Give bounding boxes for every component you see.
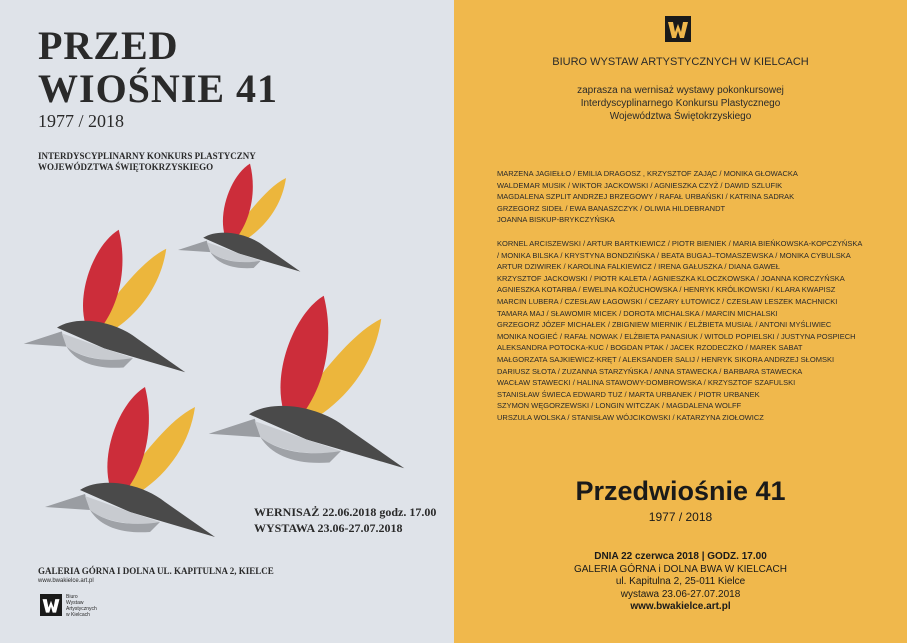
invitation-line: Województwa Świętokrzyskiego [609, 111, 752, 122]
artist-line: ARTUR DZIWIREK / KAROLINA FALKIEWICZ / IRENA GAŁUSZKA / DIANA GAWEŁ [497, 262, 780, 272]
website-right: www.bwakielce.art.pl [630, 601, 731, 612]
artist-line: AGNIESZKA KOTARBA / EWELINA KOŻUCHOWSKA / HENRYK KRÓLIKOWSKI / KLARA KWAPISZ [497, 285, 836, 295]
artist-line: WACŁAW STAWECKI / HALINA STAWOWY-DOMBROWSKA / KRZYSZTOF SZAFULSKI [497, 378, 796, 388]
gallery-line: GALERIA GÓRNA i DOLNA BWA W KIELCACH [573, 563, 788, 575]
bird-4 [45, 387, 215, 537]
artist-line: GRZEGORZ SIDEŁ / EWA BANASZCZYK / OLIWIA HILDEBRANDT [497, 203, 726, 213]
bwa-logo-icon [665, 16, 691, 42]
bwa-logo-icon [40, 594, 62, 616]
artist-line: MARCIN LUBERA / CZESŁAW ŁAGOWSKI / CEZARY ŁUTOWICZ / CZESŁAW LESZEK MACHNICKI [497, 296, 838, 306]
subhead-line-2: WOJEWÓDZTWA ŚWIĘTOKRZYSKIEGO [38, 162, 214, 172]
event-info [454, 551, 907, 614]
artist-line: WALDEMAR MUSIK / WIKTOR JACKOWSKI / AGNIESZKA CZYŻ / DAWID SZLUFIK [497, 180, 783, 190]
invitation-text [454, 84, 907, 123]
logo-caption-line: w Kielcach [66, 612, 90, 618]
artist-list-1 [497, 168, 897, 226]
bird-1 [178, 164, 300, 272]
artist-line: MONIKA NOGIEĆ / RAFAŁ NOWAK / ELŻBIETA PANASIUK / WITOLD POPIELSKI / JUSTYNA POSPIECH [497, 331, 856, 341]
date-line: DNIA 22 czerwca 2018 | GODZ. 17.00 [594, 551, 767, 562]
opening-date: WERNISAŻ 22.06.2018 godz. 17.00 [254, 505, 437, 519]
bird-3 [209, 296, 405, 469]
title-line-2: WIOŚNIE 41 [38, 66, 279, 111]
logo-caption [66, 594, 97, 618]
exhibition-dates: WYSTAWA 23.06-27.07.2018 [254, 521, 403, 535]
artist-line: GRZEGORZ JÓZEF MICHAŁEK / ZBIGNIEW MIERNIK / ELŻBIETA MUSIAŁ / ANTONI MYŚLIWIEC [497, 320, 832, 330]
logo-caption-line: Artystycznych [66, 606, 97, 612]
artist-line: JOANNA BISKUP-BRYKCZYŃSKA [497, 215, 615, 225]
artist-line: MAGDALENA SZPLIT ANDRZEJ BRZEGOWY / RAFAŁ URBAŃSKI / KATRINA SADRAK [497, 192, 795, 202]
artist-line: URSZULA WOLSKA / STANISŁAW WÓJCIKOWSKI / KATARZYNA ZIOŁOWICZ [497, 412, 764, 422]
organizer-name: BIURO WYSTAW ARTYSTYCZNYCH W KIELCACH [552, 56, 809, 68]
artist-line: MAŁGORZATA SAJKIEWICZ-KRĘT / ALEKSANDER SALIJ / HENRYK SIKORA ANDRZEJ SŁOMSKI [497, 354, 835, 364]
artist-line: KRZYSZTOF JACKOWSKI / PIOTR KALETA / AGNIESZKA KLOCZKOWSKA / JOANNA KORCZYŃSKA [497, 273, 845, 283]
artist-line: / MONIKA BILSKA / KRYSTYNA BONDZIŃSKA / BEATA BUGAJ–TOMASZEWSKA / MONIKA CYBULSKA [497, 250, 851, 260]
exhibition-title: Przedwiośnie 41 [575, 476, 786, 506]
invitation-line: Interdyscyplinarnego Konkursu Plastycznego [580, 98, 781, 109]
logo-caption-line: Biuro [66, 594, 78, 600]
artist-line: STANISŁAW ŚWIECA EDWARD TUZ / MARTA URBANEK / PIOTR URBANEK [497, 389, 760, 399]
address-line: ul. Kapitulna 2, 25-011 Kielce [615, 576, 746, 587]
artist-list-2 [497, 238, 897, 424]
competition-subhead [38, 151, 256, 173]
years-right: 1977 / 2018 [648, 510, 713, 524]
artist-line: TAMARA MAJ / SŁAWOMIR MICEK / DOROTA MICHALSKA / MARCIN MICHALSKI [497, 308, 778, 318]
bird-2 [24, 230, 186, 373]
artist-line: SZYMON WĘGORZEWSKI / LONGIN WITCZAK / MAGDALENA WOLFF [497, 401, 742, 411]
invitation-line: zaprasza na wernisaż wystawy pokonkursowej [577, 85, 784, 96]
years-left: 1977 / 2018 [38, 111, 125, 131]
website-left: www.bwakielce.art.pl [38, 578, 94, 584]
venue: GALERIA GÓRNA I DOLNA UL. KAPITULNA 2, KIELCE [38, 566, 274, 576]
title-line-1: PRZED [38, 23, 179, 68]
logo-caption-line: Wystaw [66, 600, 84, 606]
subhead-line-1: INTERDYSCYPLINARNY KONKURS PLASTYCZNY [38, 151, 256, 161]
artist-line: DARIUSZ SŁOTA / ZUZANNA STARZYŃSKA / ANNA STAWECKA / BARBARA STAWECKA [497, 366, 803, 376]
artist-line: KORNEL ARCISZEWSKI / ARTUR BARTKIEWICZ / PIOTR BIENIEK / MARIA BIEŃKOWSKA-KOPCZYŃSKA [497, 239, 863, 248]
artist-line: ALEKSANDRA POTOCKA-KUC / BOGDAN PTAK / JACEK RZODECZKO / MAREK SABAT [497, 343, 803, 353]
artist-line: MARZENA JAGIEŁŁO / EMILIA DRAGOSZ , KRZYSZTOF ZAJĄC / MONIKA GŁOWACKA [497, 169, 798, 178]
exhibition-line: wystawa 23.06-27.07.2018 [620, 588, 741, 600]
